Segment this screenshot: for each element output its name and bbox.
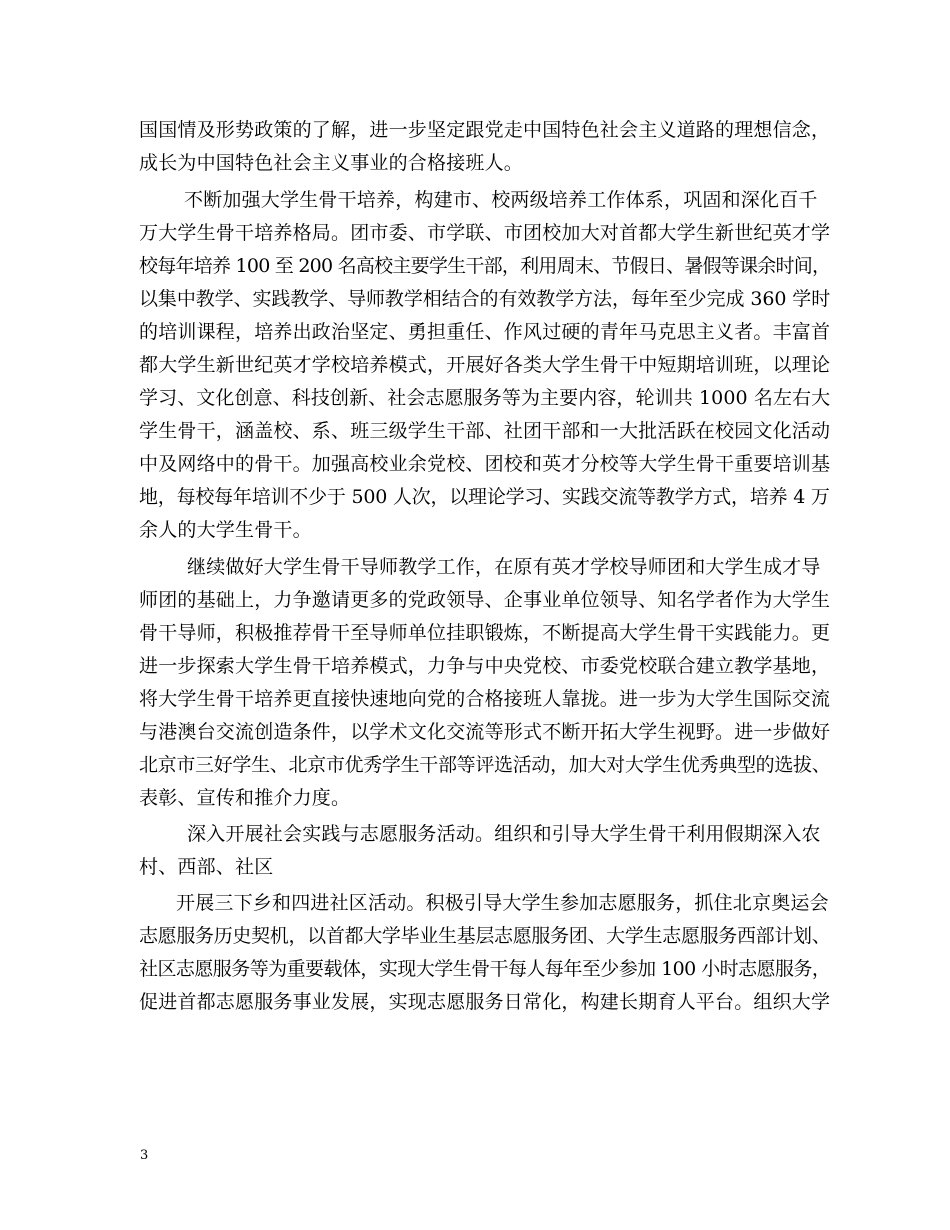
text-line: 村、西部、社区 [139,856,274,878]
text-line: 表彰、宣传和推介力度。 [139,787,351,809]
text-line: 北京市三好学生、北京市优秀学生干部等评选活动，加大对大学生优秀典型的选拔、 [139,754,831,776]
text-line: 学习、文化创意、科技创新、社会志愿服务等为主要内容，轮训共 1000 名左右大 [139,387,831,409]
text-line: 师团的基础上，力争邀请更多的党政领导、企事业单位领导、知名学者作为大学生 [139,589,831,611]
text-line: 学生骨干，涵盖校、系、班三级学生干部、社团干部和一大批活跃在校园文化活动 [139,420,831,442]
text-line: 余人的大学生骨干。 [139,519,312,541]
text-line: 与港澳台交流创造条件，以学术文化交流等形式不断开拓大学生视野。进一步做好 [139,721,831,743]
text-line: 国国情及形势政策的了解，进一步坚定跟党走中国特色社会主义道路的理想信念， [139,119,831,141]
text-line: 继续做好大学生骨干导师教学工作，在原有英才学校导师团和大学生成才导 [187,556,821,578]
text-line: 万大学生骨干培养格局。团市委、市学联、市团校加大对首都大学生新世纪英才学 [139,222,831,244]
text-line: 不断加强大学生骨干培养，构建市、校两级培养工作体系，巩固和深化百千 [184,189,818,211]
text-line: 开展三下乡和四进社区活动。积极引导大学生参加志愿服务，抓住北京奥运会 [176,892,829,914]
text-line: 将大学生骨干培养更直接快速地向党的合格接班人靠拢。进一步为大学生国际交流 [139,688,831,710]
text-line: 社区志愿服务等为重要载体，实现大学生骨干每人每年至少参加 100 小时志愿服务， [139,958,831,980]
page-number: 3 [140,1148,149,1163]
text-line: 的培训课程，培养出政治坚定、勇担重任、作风过硬的青年马克思主义者。丰富首 [139,321,831,343]
text-line: 地，每校每年培训不少于 500 人次，以理论学习、实践交流等教学方式，培养 4 万 [139,486,830,508]
text-line: 中及网络中的骨干。加强高校业余党校、团校和英才分校等大学生骨干重要培训基 [139,453,831,475]
text-line: 成长为中国特色社会主义事业的合格接班人。 [139,152,524,174]
text-line: 深入开展社会实践与志愿服务活动。组织和引导大学生骨干利用假期深入农 [187,823,821,845]
text-line: 骨干导师，积极推荐骨干至导师单位挂职锻炼，不断提高大学生骨干实践能力。更 [139,622,831,644]
text-line: 校每年培养 100 至 200 名高校主要学生干部，利用周末、节假日、暑假等课余时间， [139,255,831,277]
text-line: 促进首都志愿服务事业发展，实现志愿服务日常化，构建长期育人平台。组织大学 [139,991,831,1013]
text-line: 以集中教学、实践教学、导师教学相结合的有效教学方法，每年至少完成 360 学时 [139,288,831,310]
text-line: 志愿服务历史契机，以首都大学毕业生基层志愿服务团、大学生志愿服务西部计划、 [139,925,831,947]
text-line: 都大学生新世纪英才学校培养模式，开展好各类大学生骨干中短期培训班，以理论 [139,354,831,376]
text-line: 进一步探索大学生骨干培养模式，力争与中央党校、市委党校联合建立教学基地， [139,655,831,677]
